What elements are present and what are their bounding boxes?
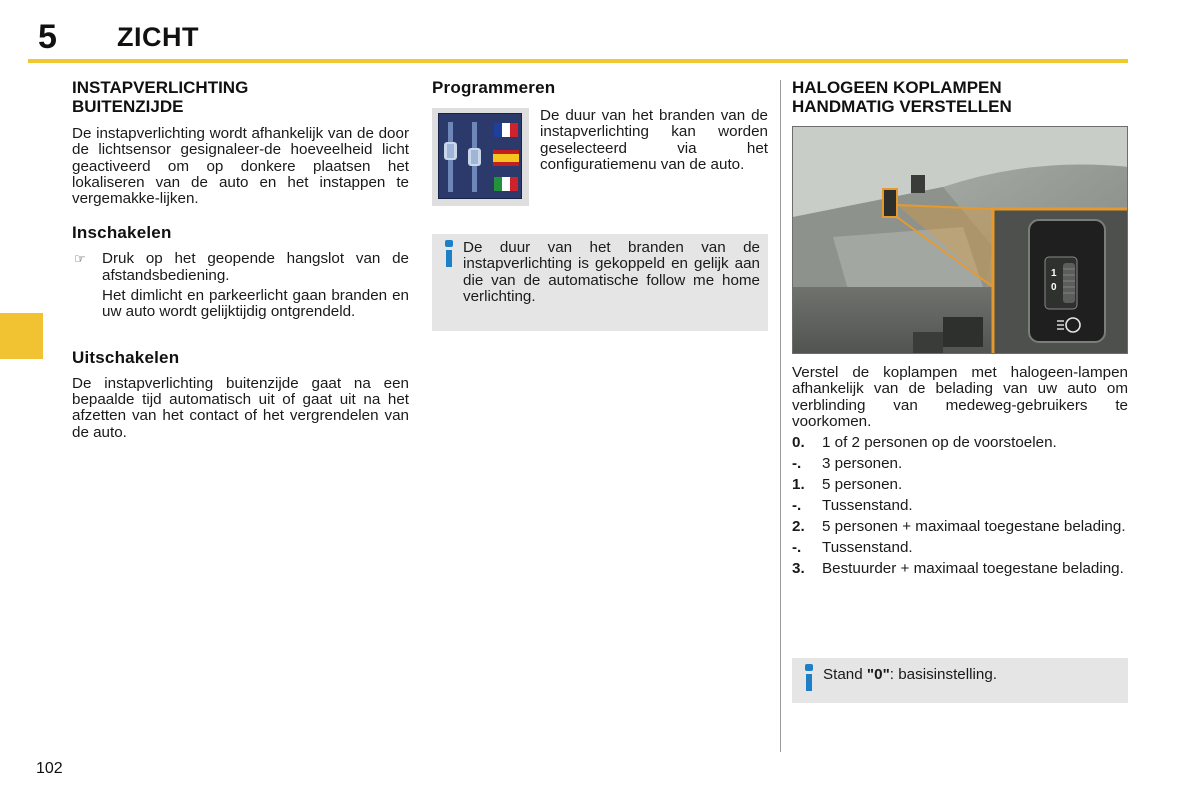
page-number: 102	[36, 760, 63, 777]
header-rule	[28, 59, 1128, 63]
list-item: 0. 1 of 2 personen op de voorstoelen.	[792, 434, 1057, 452]
heading-line-2: HANDMATIG VERSTELLEN	[792, 97, 1012, 116]
heading-line-2: BUITENZIJDE	[72, 97, 184, 116]
heading-line-1: HALOGEEN KOPLAMPEN	[792, 78, 1002, 97]
bullet-item	[72, 251, 409, 284]
bullet-text: Druk op het geopende hangslot van de afstandsbediening.	[102, 250, 409, 284]
load-settings-list	[792, 435, 1128, 577]
info-box-followme	[432, 234, 768, 331]
chapter-tab	[0, 313, 43, 359]
halogeen-intro: Verstel de koplampen met halogeen-lampen afhankelijk van de belading van uw auto om verblinding van medeweg-gebruikers te voorkomen.	[792, 364, 1128, 430]
programmeren-text: De duur van het branden van de instapverlichting kan worden geselecteerd via het configuratiemenu van de auto.	[540, 107, 768, 173]
info-icon	[802, 664, 816, 692]
enable-title: Inschakelen	[72, 223, 172, 243]
list-item: -. Tussenstand.	[792, 538, 913, 556]
info-text: De duur van het branden van de instapverlichting is gekoppeld en gelijk aan die van de automatische follow me home verlichting.	[463, 239, 760, 305]
configuration-menu-icon	[432, 108, 529, 206]
svg-text:1: 1	[1051, 268, 1057, 279]
programmeren-title: Programmeren	[432, 78, 556, 97]
svg-text:0: 0	[1051, 282, 1057, 293]
list-item: 1. 5 personen.	[792, 475, 903, 493]
stand-info-text: Stand "0": basisinstelling.	[823, 666, 997, 683]
heading-line-1: INSTAPVERLICHTING	[72, 78, 249, 97]
disable-text: De instapverlichting buitenzijde gaat na een bepaalde tijd automatisch uit of gaat uit na het afzetten van het contact of het vergrendelen van de auto.	[72, 374, 409, 441]
info-icon	[442, 240, 456, 268]
list-item: 2. 5 personen + maximaal toegestane belading.	[792, 517, 1126, 535]
halogeen-heading	[792, 78, 1128, 116]
column-programmeren	[432, 78, 768, 338]
info-box-stand	[792, 658, 1128, 703]
programmeren-block	[432, 108, 768, 208]
list-item: -. Tussenstand.	[792, 496, 913, 514]
chapter-number: 5	[38, 18, 57, 56]
headlamp-adjustment-photo	[792, 126, 1128, 354]
column-divider	[780, 80, 781, 752]
list-item: 3. Bestuurder + maximaal toegestane belading.	[792, 559, 1124, 577]
column-instapverlichting	[72, 78, 409, 441]
chapter-title: ZICHT	[117, 22, 199, 52]
section-heading	[72, 78, 409, 116]
list-item: -. 3 personen.	[792, 455, 903, 473]
intro-text: De instapverlichting wordt afhankelijk van de door de lichtsensor gesignaleer-de hoeveelheid licht geactiveerd om op donkere plaatsen het lokaliseren van de auto en het instappen te vergemakke-lijken.	[72, 125, 409, 208]
column-halogeen	[792, 78, 1128, 581]
disable-title: Uitschakelen	[72, 347, 180, 367]
enable-follow-text: Het dimlicht en parkeerlicht gaan branden en uw auto wordt gelijktijdig ontgrendeld.	[102, 287, 409, 321]
hand-pointer-icon: ☞	[74, 251, 86, 267]
